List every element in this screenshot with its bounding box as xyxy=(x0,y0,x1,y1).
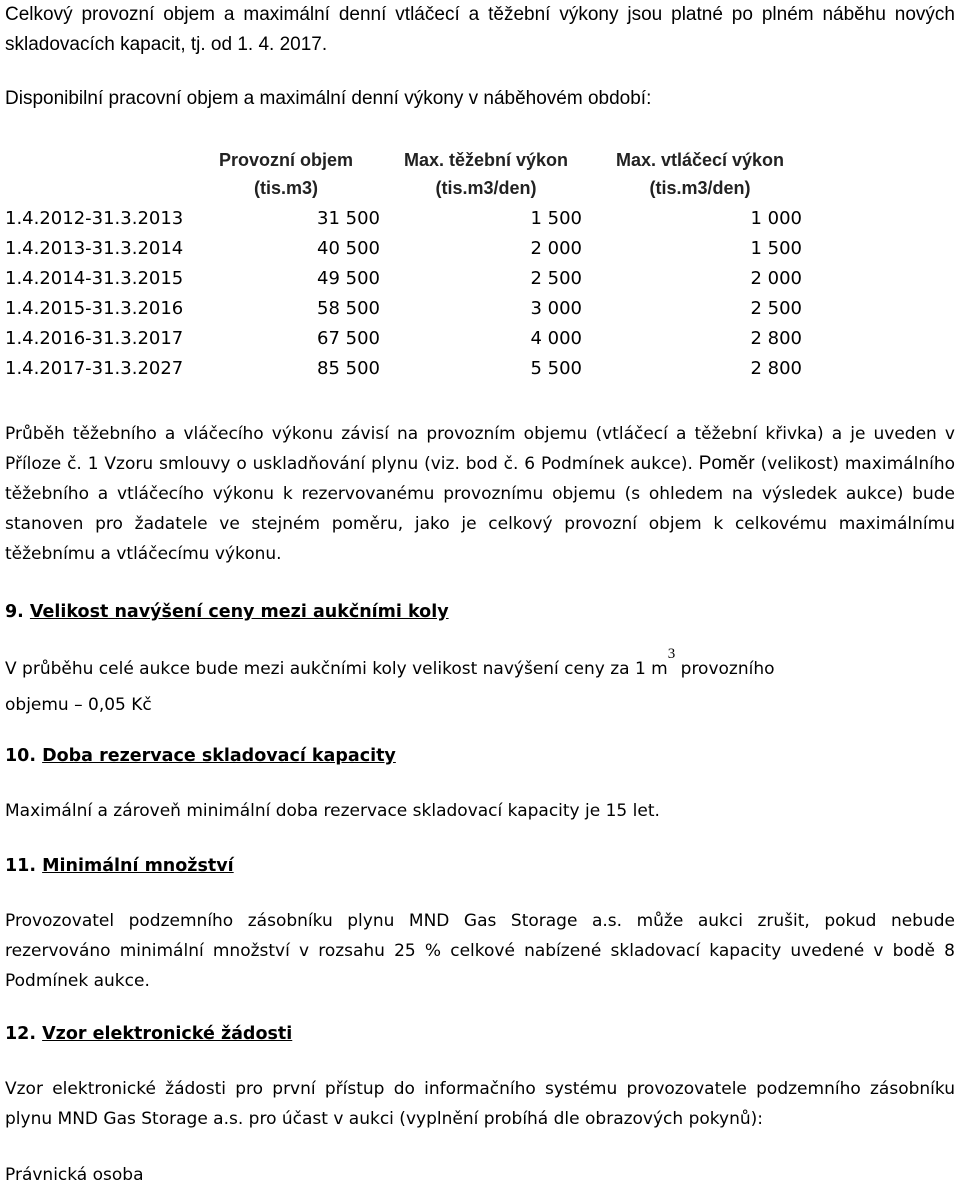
withdrawal-cell: 5 500 xyxy=(530,358,582,379)
injection-cell: 2 000 xyxy=(750,268,802,289)
table-row xyxy=(5,204,805,234)
header-max-injection: Max. vtláčecí výkon (tis.m3/den) xyxy=(615,150,785,198)
volume-cell: 67 500 xyxy=(317,328,380,349)
capacity-table xyxy=(5,142,805,384)
withdrawal-cell: 2 000 xyxy=(530,238,582,259)
injection-cell: 1 000 xyxy=(750,208,802,229)
section-9-text: V průběhu celé aukce bude mezi aukčními koly velikost navýšení ceny za 1 $m^3$ provozního objemu – 0,05 Kč xyxy=(5,646,775,715)
withdrawal-cell: 3 000 xyxy=(530,298,582,319)
table-row xyxy=(5,324,805,354)
section-10-text: Maximální a zároveň minimální doba rezervace skladovací kapacity je 15 let. xyxy=(5,801,660,821)
section-10-heading: 10. Doba rezervace skladovací kapacity xyxy=(5,746,396,766)
section-12-text: Vzor elektronické žádosti pro první přístup do informačního systému provozovatele podzemního zásobníku plynu MND Gas Storage a.s. pro účast v aukci (vyplnění probíhá dle obrazových pokynů): xyxy=(5,1079,955,1129)
section-12-last-line: Právnická osoba xyxy=(5,1165,144,1185)
period-cell: 1.4.2014-31.3.2015 xyxy=(5,268,184,289)
section-11-heading: 11. Minimální množství xyxy=(5,856,234,876)
intro-table-caption: Disponibilní pracovní objem a maximální denní výkony v náběhovém období: xyxy=(5,88,652,109)
volume-cell: 31 500 xyxy=(317,208,380,229)
table-row xyxy=(5,234,805,264)
section-9-heading: 9. Velikost navýšení ceny mezi aukčními koly xyxy=(5,602,449,622)
volume-cell: 58 500 xyxy=(317,298,380,319)
table-row xyxy=(5,294,805,324)
period-cell: 1.4.2012-31.3.2013 xyxy=(5,208,184,229)
header-working-volume: Provozní objem (tis.m3) xyxy=(218,150,353,198)
injection-cell: 2 800 xyxy=(750,328,802,349)
table-row xyxy=(5,264,805,294)
period-cell: 1.4.2016-31.3.2017 xyxy=(5,328,184,349)
volume-cell: 49 500 xyxy=(317,268,380,289)
withdrawal-cell: 1 500 xyxy=(530,208,582,229)
header-max-withdrawal: Max. těžební výkon (tis.m3/den) xyxy=(403,150,569,198)
injection-cell: 2 800 xyxy=(750,358,802,379)
curve-paragraph: Průběh těžebního a vláčecího výkonu závisí na provozním objemu (vtláčecí a těžební křivka) a je uveden v Příloze č. 1 Vzoru smlouvy o uskladňování plynu (viz. bod č. 6 Podmínek aukce). Poměr (velikost) maximálního těžebního a vtláčecího výkonu k rezervovanému provoznímu objemu (s ohledem na výsledek aukce) bude stanoven pro žadatele ve stejném poměru, jako je celkový provozní objem k celkovému maximálnímu těžebnímu a vtláčecímu výkonu. xyxy=(5,424,955,564)
withdrawal-cell: 2 500 xyxy=(530,268,582,289)
period-cell: 1.4.2015-31.3.2016 xyxy=(5,298,184,319)
section-11-text: Provozovatel podzemního zásobníku plynu MND Gas Storage a.s. může aukci zrušit, pokud nebude rezervováno minimální množství v rozsahu 25 % celkové nabízené skladovací kapacity uvedené v bodě 8 Podmínek aukce. xyxy=(5,911,955,991)
volume-cell: 85 500 xyxy=(317,358,380,379)
volume-cell: 40 500 xyxy=(317,238,380,259)
period-cell: 1.4.2013-31.3.2014 xyxy=(5,238,184,259)
withdrawal-cell: 4 000 xyxy=(530,328,582,349)
intro-paragraph: Celkový provozní objem a maximální denní vtláčecí a těžební výkony jsou platné po plném náběhu nových skladovacích kapacit, tj. od 1. 4. 2017. xyxy=(5,4,955,55)
table-header xyxy=(5,142,805,204)
table-row xyxy=(5,354,805,384)
injection-cell: 1 500 xyxy=(750,238,802,259)
injection-cell: 2 500 xyxy=(750,298,802,319)
period-cell: 1.4.2017-31.3.2027 xyxy=(5,358,184,379)
section-12-heading: 12. Vzor elektronické žádosti xyxy=(5,1024,293,1044)
